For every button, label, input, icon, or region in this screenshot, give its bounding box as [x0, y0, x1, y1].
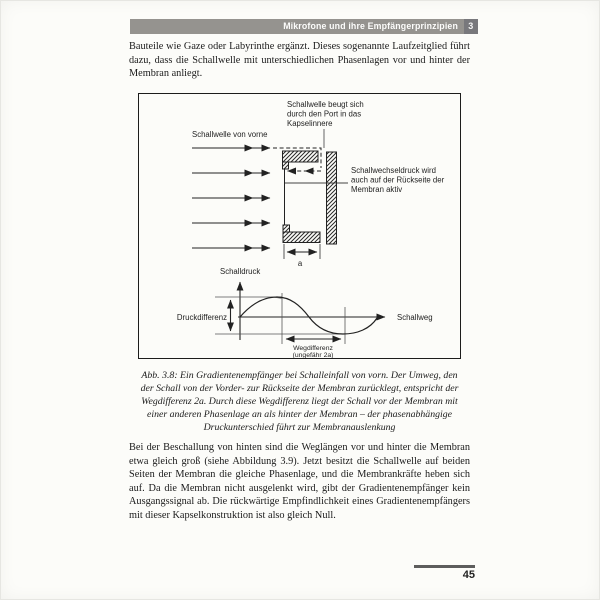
port-bend-label	[287, 100, 364, 148]
capsule-top-wall	[283, 151, 319, 162]
svg-text:Schallwelle beugt sich: Schallwelle beugt sich	[287, 100, 364, 109]
dimension-a-label: a	[297, 259, 303, 268]
path-diff-label-2: (ungefähr 2a)	[292, 352, 334, 358]
sound-arrows	[192, 148, 270, 248]
capsule-top-step	[283, 162, 289, 169]
path-diff-label: Wegdifferenz	[293, 345, 333, 352]
pressure-graph	[177, 267, 433, 358]
figure-3-8	[138, 93, 461, 359]
figure-caption	[129, 369, 470, 434]
page-number: 45	[462, 569, 475, 581]
caption-line: der Schall von der Vorder- zur Rückseite der Membran zurücklegt, entspricht der	[140, 383, 459, 394]
back-pressure-label	[351, 166, 445, 194]
caption-line: Abb. 3.8: Ein Gradientenempfänger bei Schalleinfall von vorn. Der Umweg, den	[141, 370, 458, 381]
caption-line: einer anderen Phasenlage an als hinter der Membran – der phasenabhängige	[147, 409, 452, 420]
svg-text:Membran aktiv: Membran aktiv	[351, 185, 403, 194]
gradient-receiver-diagram	[139, 94, 460, 358]
svg-text:durch den Port in das: durch den Port in das	[287, 109, 362, 119]
dimension-a	[284, 244, 320, 268]
capsule-bottom-step	[283, 225, 290, 232]
capsule	[283, 151, 337, 244]
svg-text:Schallwechseldruck wird: Schallwechseldruck wird	[351, 166, 436, 175]
y-axis-label: Schalldruck	[220, 267, 261, 276]
pressure-diff-label: Druckdifferenz	[176, 313, 227, 322]
paragraph-intro: Bauteile wie Gaze oder Labyrinthe ergänzt. Dieses sogenannte Laufzeitglied führt dazu, dass die Schallwelle mit unterschiedlichen Phasenlagen vor und hinter der Membran anliegt.	[129, 41, 470, 79]
footer-rule	[414, 565, 475, 568]
svg-text:auch auf der Rückseite der: auch auf der Rückseite der	[351, 175, 445, 185]
capsule-bottom-wall	[283, 232, 320, 243]
paragraph-body: Bei der Beschallung von hinten sind die Weglängen vor und hinter die Membran etwa gleich groß (siehe Abbildung 3.9). Jetzt besitzt die Schallwelle auf beiden Seiten der Membran die gleiche Phasenlage, und die Membrankräfte heben sich auf. Da die Membran nicht ausgelenkt wird, gibt der Gradientenempfänger kein Ausgangssignal ab. Die rückwärtige Empfindlichkeit eines Gradientenempfängers mit dieser Kapselkonstruktion ist also gleich Null.	[129, 442, 470, 521]
svg-text:Kapselinnere: Kapselinnere	[287, 119, 333, 128]
sine-wave	[240, 297, 377, 334]
caption-line: Wegdifferenz 2a. Durch diese Wegdifferenz liegt der Schall vor der Membran mit	[141, 396, 458, 407]
caption-line: Druckunterschied führt zur Membranauslenkung	[203, 422, 396, 433]
membrane	[327, 152, 337, 244]
chapter-number-badge: 3	[464, 19, 479, 34]
chapter-header-bar	[130, 19, 478, 34]
chapter-title: Mikrofone und ihre Empfängerprinzipien	[283, 21, 458, 31]
front-wave-label: Schallwelle von vorne	[192, 130, 268, 139]
x-axis-label: Schallweg	[397, 313, 433, 322]
